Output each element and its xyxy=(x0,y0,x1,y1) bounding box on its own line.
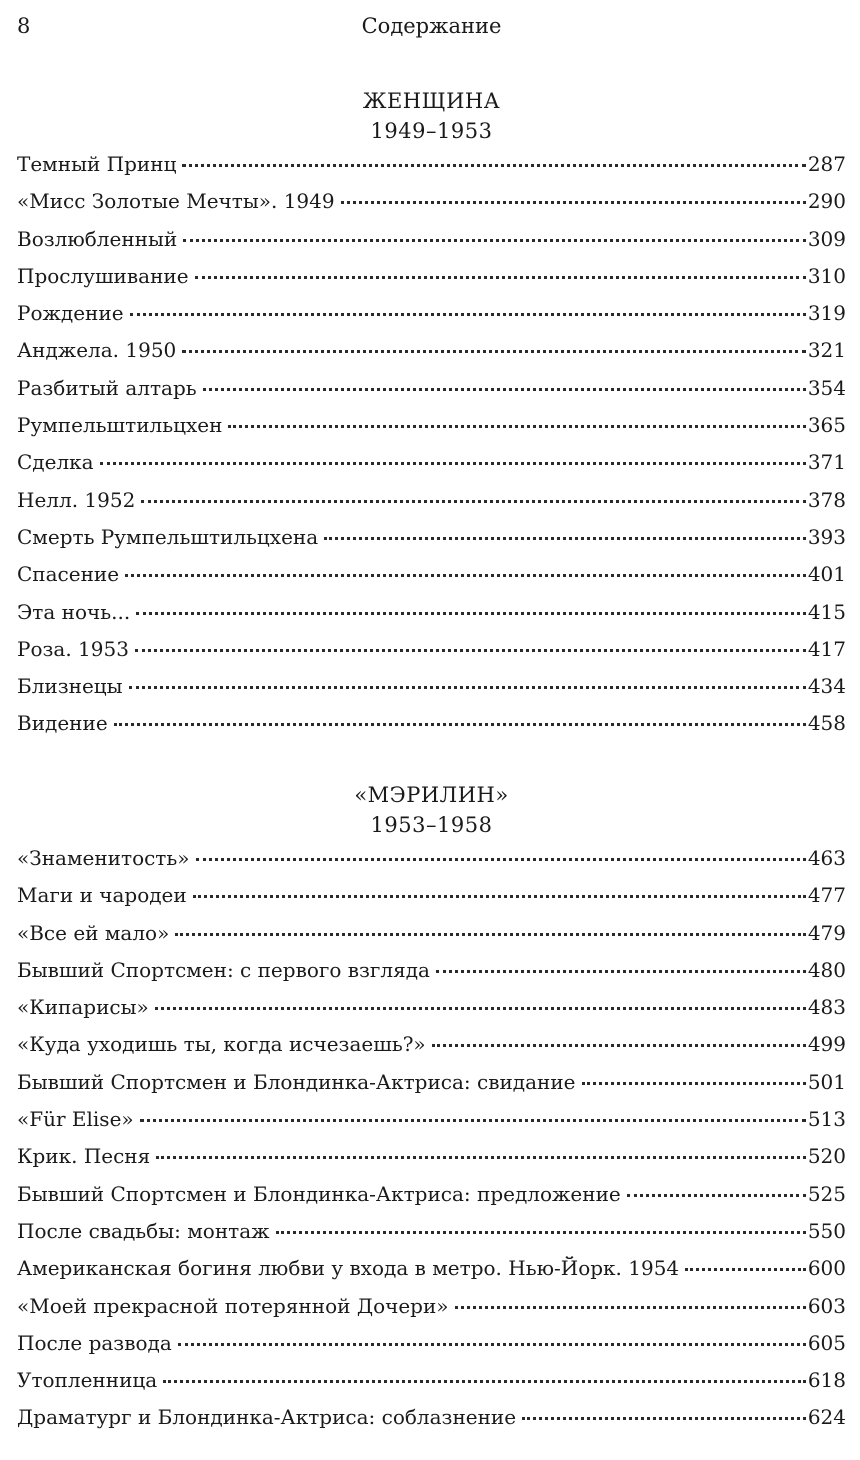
toc-entry-title: «Кипарисы» xyxy=(17,995,149,1020)
toc-entry-page: 501 xyxy=(807,1069,846,1094)
toc-entry-title: Бывший Спортсмен: с первого взгляда xyxy=(17,957,430,982)
section-heading: ЖЕНЩИНА xyxy=(362,89,501,113)
toc-entry xyxy=(17,488,846,525)
section-heading: «МЭРИЛИН» xyxy=(354,783,509,807)
toc-entry-title: «Куда уходишь ты, когда исчезаешь?» xyxy=(17,1032,426,1057)
toc-entry-title: Роза. 1953 xyxy=(17,636,129,661)
toc-entry xyxy=(17,921,846,958)
toc-section-woman xyxy=(17,86,846,749)
toc-entry-title: Американская богиня любви у входа в метро. Нью-Йорк. 1954 xyxy=(17,1256,680,1281)
dot-leader xyxy=(582,1082,806,1085)
dot-leader xyxy=(178,1343,806,1346)
toc-entry xyxy=(17,883,846,920)
toc-entry-title: «Все ей мало» xyxy=(17,920,170,945)
toc-entry-page: 321 xyxy=(807,338,846,363)
toc-entry-page: 290 xyxy=(807,189,846,214)
toc-list xyxy=(17,152,846,749)
toc-entry xyxy=(17,1331,846,1368)
dot-leader xyxy=(324,537,806,540)
toc-entry xyxy=(17,1107,846,1144)
toc-entry-page: 520 xyxy=(807,1144,846,1169)
dot-leader xyxy=(522,1417,806,1420)
toc-entry-title: Бывший Спортсмен и Блондинка-Актриса: свидание xyxy=(17,1069,576,1094)
dot-leader xyxy=(627,1194,806,1197)
toc-entry-title: Эта ночь... xyxy=(17,599,131,624)
toc-entry-page: 525 xyxy=(807,1181,846,1206)
toc-entry xyxy=(17,1182,846,1219)
toc-entry xyxy=(17,227,846,264)
dot-leader xyxy=(432,1044,806,1047)
toc-entry xyxy=(17,189,846,226)
toc-entry-title: Драматург и Блондинка-Актриса: соблазнение xyxy=(17,1405,517,1430)
dot-leader xyxy=(193,895,806,898)
toc-entry-page: 624 xyxy=(807,1405,846,1430)
toc-entry-title: «Мисс Золотые Мечты». 1949 xyxy=(17,189,335,214)
toc-entry xyxy=(17,1368,846,1405)
toc-entry-page: 309 xyxy=(807,226,846,251)
toc-entry xyxy=(17,264,846,301)
dot-leader xyxy=(341,201,806,204)
toc-entry-page: 463 xyxy=(807,846,846,870)
dot-leader xyxy=(182,164,805,167)
toc-entry-title: После развода xyxy=(17,1330,172,1355)
toc-entry-title: Утопленница xyxy=(17,1368,158,1393)
toc-entry xyxy=(17,152,846,189)
toc-entry-page: 354 xyxy=(807,375,846,400)
toc-entry-title: «Знаменитость» xyxy=(17,846,190,870)
dot-leader xyxy=(136,612,806,615)
toc-entry-title: Возлюбленный xyxy=(17,226,178,251)
toc-entry xyxy=(17,1294,846,1331)
toc-entry-title: Смерть Румпельштильцхена xyxy=(17,524,319,549)
dot-leader xyxy=(156,1156,806,1159)
toc-entry xyxy=(17,958,846,995)
toc-entry xyxy=(17,338,846,375)
toc-entry-page: 415 xyxy=(807,599,846,624)
toc-entry xyxy=(17,600,846,637)
toc-entry-title: Видение xyxy=(17,711,108,736)
toc-entry xyxy=(17,846,846,883)
toc-entry-page: 393 xyxy=(807,524,846,549)
toc-entry-page: 287 xyxy=(807,152,846,176)
toc-entry-page: 434 xyxy=(807,674,846,699)
dot-leader xyxy=(182,350,806,353)
dot-leader xyxy=(203,388,806,391)
toc-entry-title: Спасение xyxy=(17,562,120,587)
toc-entry-page: 401 xyxy=(807,562,846,587)
toc-entry-page: 319 xyxy=(807,301,846,326)
toc-entry xyxy=(17,1144,846,1181)
toc-entry-page: 618 xyxy=(807,1368,846,1393)
toc-entry-title: Рождение xyxy=(17,301,124,326)
toc-entry-title: Румпельштильцхен xyxy=(17,413,223,438)
toc-entry-title: Нелл. 1952 xyxy=(17,487,136,512)
toc-entry-title: «Моей прекрасной потерянной Дочери» xyxy=(17,1293,449,1318)
toc-entry-title: Бывший Спортсмен и Блондинка-Актриса: предложение xyxy=(17,1181,621,1206)
toc-entry-page: 365 xyxy=(807,413,846,438)
toc-entry-title: Крик. Песня xyxy=(17,1144,151,1169)
toc-entry-title: После свадьбы: монтаж xyxy=(17,1218,270,1243)
dot-leader xyxy=(114,723,806,726)
dot-leader xyxy=(276,1231,806,1234)
toc-entry-page: 378 xyxy=(807,487,846,512)
dot-leader xyxy=(125,574,806,577)
dot-leader xyxy=(195,276,806,279)
toc-entry-page: 600 xyxy=(807,1256,846,1281)
toc-entry xyxy=(17,1405,846,1442)
dot-leader xyxy=(228,425,805,428)
dot-leader xyxy=(141,500,806,503)
toc-section-marilyn xyxy=(17,780,846,1443)
dot-leader xyxy=(175,933,805,936)
toc-entry xyxy=(17,711,846,748)
toc-entry xyxy=(17,376,846,413)
dot-leader xyxy=(436,970,806,973)
toc-entry xyxy=(17,674,846,711)
toc-entry-page: 605 xyxy=(807,1330,846,1355)
toc-entry-title: Разбитый алтарь xyxy=(17,375,197,400)
toc-entry-page: 603 xyxy=(807,1293,846,1318)
running-head xyxy=(17,14,846,44)
toc-entry-page: 310 xyxy=(807,263,846,288)
toc-entry-page: 550 xyxy=(807,1218,846,1243)
toc-entry xyxy=(17,1070,846,1107)
toc-entry-title: Темный Принц xyxy=(17,152,177,176)
toc-entry-page: 477 xyxy=(807,883,846,908)
toc-entry xyxy=(17,1256,846,1293)
page-number: 8 xyxy=(17,14,31,38)
toc-entry-title: Маги и чародеи xyxy=(17,883,187,908)
toc-entry-page: 371 xyxy=(807,450,846,475)
toc-entry-page: 513 xyxy=(807,1107,846,1132)
dot-leader xyxy=(129,686,806,689)
section-years: 1953–1958 xyxy=(370,813,493,837)
toc-entry-page: 417 xyxy=(807,636,846,661)
dot-leader xyxy=(455,1306,806,1309)
dot-leader xyxy=(135,649,806,652)
toc-entry-page: 480 xyxy=(807,957,846,982)
toc-entry-title: Близнецы xyxy=(17,674,123,699)
dot-leader xyxy=(163,1380,806,1383)
toc-list xyxy=(17,846,846,1443)
toc-entry-title: Прослушивание xyxy=(17,263,189,288)
toc-entry-page: 479 xyxy=(807,920,846,945)
toc-entry-title: Анджела. 1950 xyxy=(17,338,177,363)
toc-entry-title: «Für Elise» xyxy=(17,1107,134,1132)
toc-entry xyxy=(17,413,846,450)
toc-entry xyxy=(17,525,846,562)
toc-entry xyxy=(17,450,846,487)
toc-entry xyxy=(17,995,846,1032)
toc-entry-page: 458 xyxy=(807,711,846,736)
dot-leader xyxy=(183,239,806,242)
toc-entry-page: 499 xyxy=(807,1032,846,1057)
toc-entry xyxy=(17,1032,846,1069)
section-years: 1949–1953 xyxy=(370,119,493,143)
toc-entry xyxy=(17,562,846,599)
dot-leader xyxy=(196,858,806,861)
running-title: Содержание xyxy=(361,14,502,38)
toc-entry xyxy=(17,301,846,338)
dot-leader xyxy=(155,1007,806,1010)
dot-leader xyxy=(140,1119,806,1122)
dot-leader xyxy=(100,462,806,465)
toc-entry-page: 483 xyxy=(807,995,846,1020)
toc-entry xyxy=(17,1219,846,1256)
dot-leader xyxy=(685,1268,806,1271)
dot-leader xyxy=(130,313,806,316)
toc-entry-title: Сделка xyxy=(17,450,94,475)
toc-entry xyxy=(17,637,846,674)
